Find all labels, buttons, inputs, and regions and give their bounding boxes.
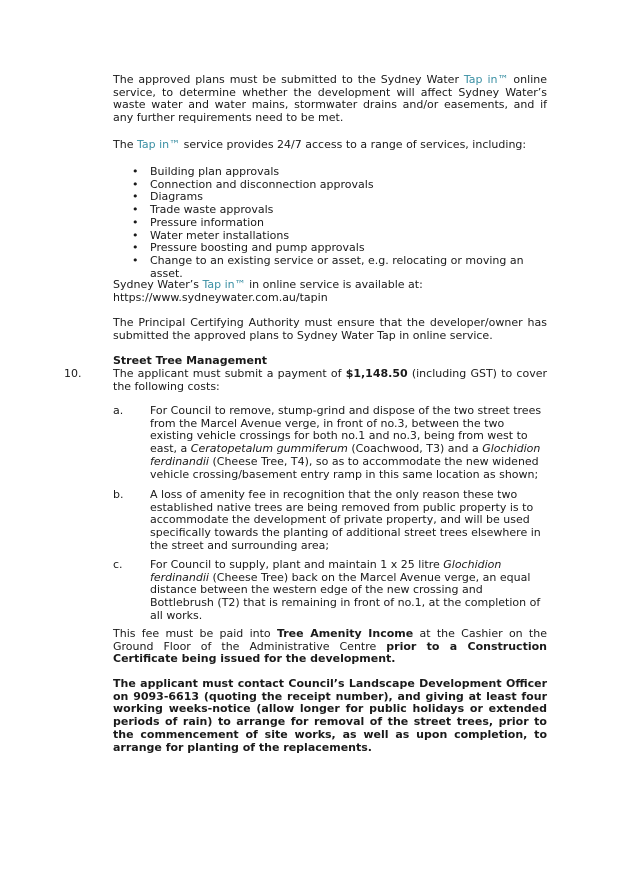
species-name: Ceratopetalum gummiferum	[190, 442, 348, 456]
intro-text-2: online service, to determine whether the development will affect Sydney Water’s waste water and water mains, stormwater drains and/or easements, and if any further requirements need to be met.	[113, 73, 547, 125]
list-item: • Connection and disconnection approvals	[113, 179, 547, 192]
list-item: • Pressure boosting and pump approvals	[113, 242, 547, 255]
item-b-label: b.	[113, 488, 124, 501]
tapin-url[interactable]: https://www.sydneywater.com.au/tapin	[113, 290, 328, 304]
services-intro-text-1: The	[113, 138, 137, 151]
income-account: Tree Amenity Income	[276, 627, 414, 640]
services-intro-paragraph	[113, 139, 547, 152]
payment-paragraph	[113, 368, 547, 393]
contact-paragraph: The applicant must contact Council’s Landscape Development Officer on 9093-6613 (quoting the receipt number), and giving at least four working weeks-notice (allow longer for public holidays or extended periods of rain) to arrange for removal of the street trees, prior to the commencement of site works, as well as upon completion, to arrange for planting of the replacements.	[113, 677, 547, 754]
payment-amount: $1,148.50	[345, 367, 408, 380]
list-item: • Trade waste approvals	[113, 204, 547, 217]
intro-text-1: The approved plans must be submitted to the Sydney Water	[113, 73, 464, 86]
availability-text-2: in online service is available at:	[245, 278, 423, 291]
list-item-b	[113, 489, 547, 553]
list-item: • Building plan approvals	[113, 166, 547, 179]
item-a-label: a.	[113, 404, 124, 417]
services-intro-text-2: service provides 24/7 access to a range of services, including:	[180, 138, 527, 151]
intro-paragraph	[113, 74, 547, 125]
availability-paragraph	[113, 279, 547, 304]
services-list	[113, 166, 547, 280]
item-c-label: c.	[113, 558, 123, 571]
availability-text-1: Sydney Water’s	[113, 278, 203, 291]
tap-in-link-2[interactable]: Tap in™	[136, 138, 181, 151]
list-item: • Diagrams	[113, 191, 547, 204]
section-heading: Street Tree Management	[113, 354, 268, 367]
list-item: • Water meter installations	[113, 230, 547, 243]
list-item: • Change to an existing service or asset, e.g. relocating or moving an asset.	[113, 255, 547, 280]
fee-paragraph: This fee must be paid into Tree Amenity Income at the Cashier on the Ground Floor of the Administrative Centre prior to a Construction Certificate being issued for the development.	[113, 627, 547, 666]
payment-text-2: (including GST) to cover the following costs:	[113, 367, 548, 393]
tap-in-link-3[interactable]: Tap in™	[202, 278, 246, 291]
certificate-condition: prior to a Construction Certificate being issued for the development.	[113, 639, 547, 666]
condition-number: 10.	[64, 367, 82, 380]
item-c-text: For Council to supply, plant and maintain 1 x 25 litre Glochidion ferdinandii (Cheese Tree) back on the Marcel Avenue verge, an equal distance between the western edge of the new crossing and Bottlebrush (T2) that is remaining in front of no.1, at the completion of all works.	[150, 558, 541, 622]
item-a-text: For Council to remove, stump-grind and dispose of the two street trees from the Marcel Avenue verge, in front of no.3, between the two existing vehicle crossings for both no.1 and no.3, being from west to east, a Ceratopetalum gummiferum (Coachwood, T3) and a Glochidion ferdinandii (Cheese Tree, T4), so as to accommodate the new widened vehicle crossing/basement entry ramp in this same location as shown;	[150, 404, 542, 481]
tap-in-link-1[interactable]: Tap in™	[463, 73, 509, 86]
species-name: Glochidion ferdinandii	[150, 558, 502, 584]
item-b-text: A loss of amenity fee in recognition that the only reason these two established native trees are being removed from public property is to accommodate the development of private property, and will be used specifically towards the planting of additional street trees elsewhere in the street and surrounding area;	[150, 488, 541, 552]
species-name: Glochidion ferdinandii	[150, 442, 541, 468]
list-item: • Pressure information	[113, 217, 547, 230]
list-item-a	[113, 405, 547, 481]
list-item-c	[113, 559, 547, 623]
payment-text-1: The applicant must submit a payment of	[113, 367, 346, 380]
certifying-paragraph: The Principal Certifying Authority must ensure that the developer/owner has submitted the approved plans to Sydney Water Tap in online service.	[113, 316, 547, 342]
